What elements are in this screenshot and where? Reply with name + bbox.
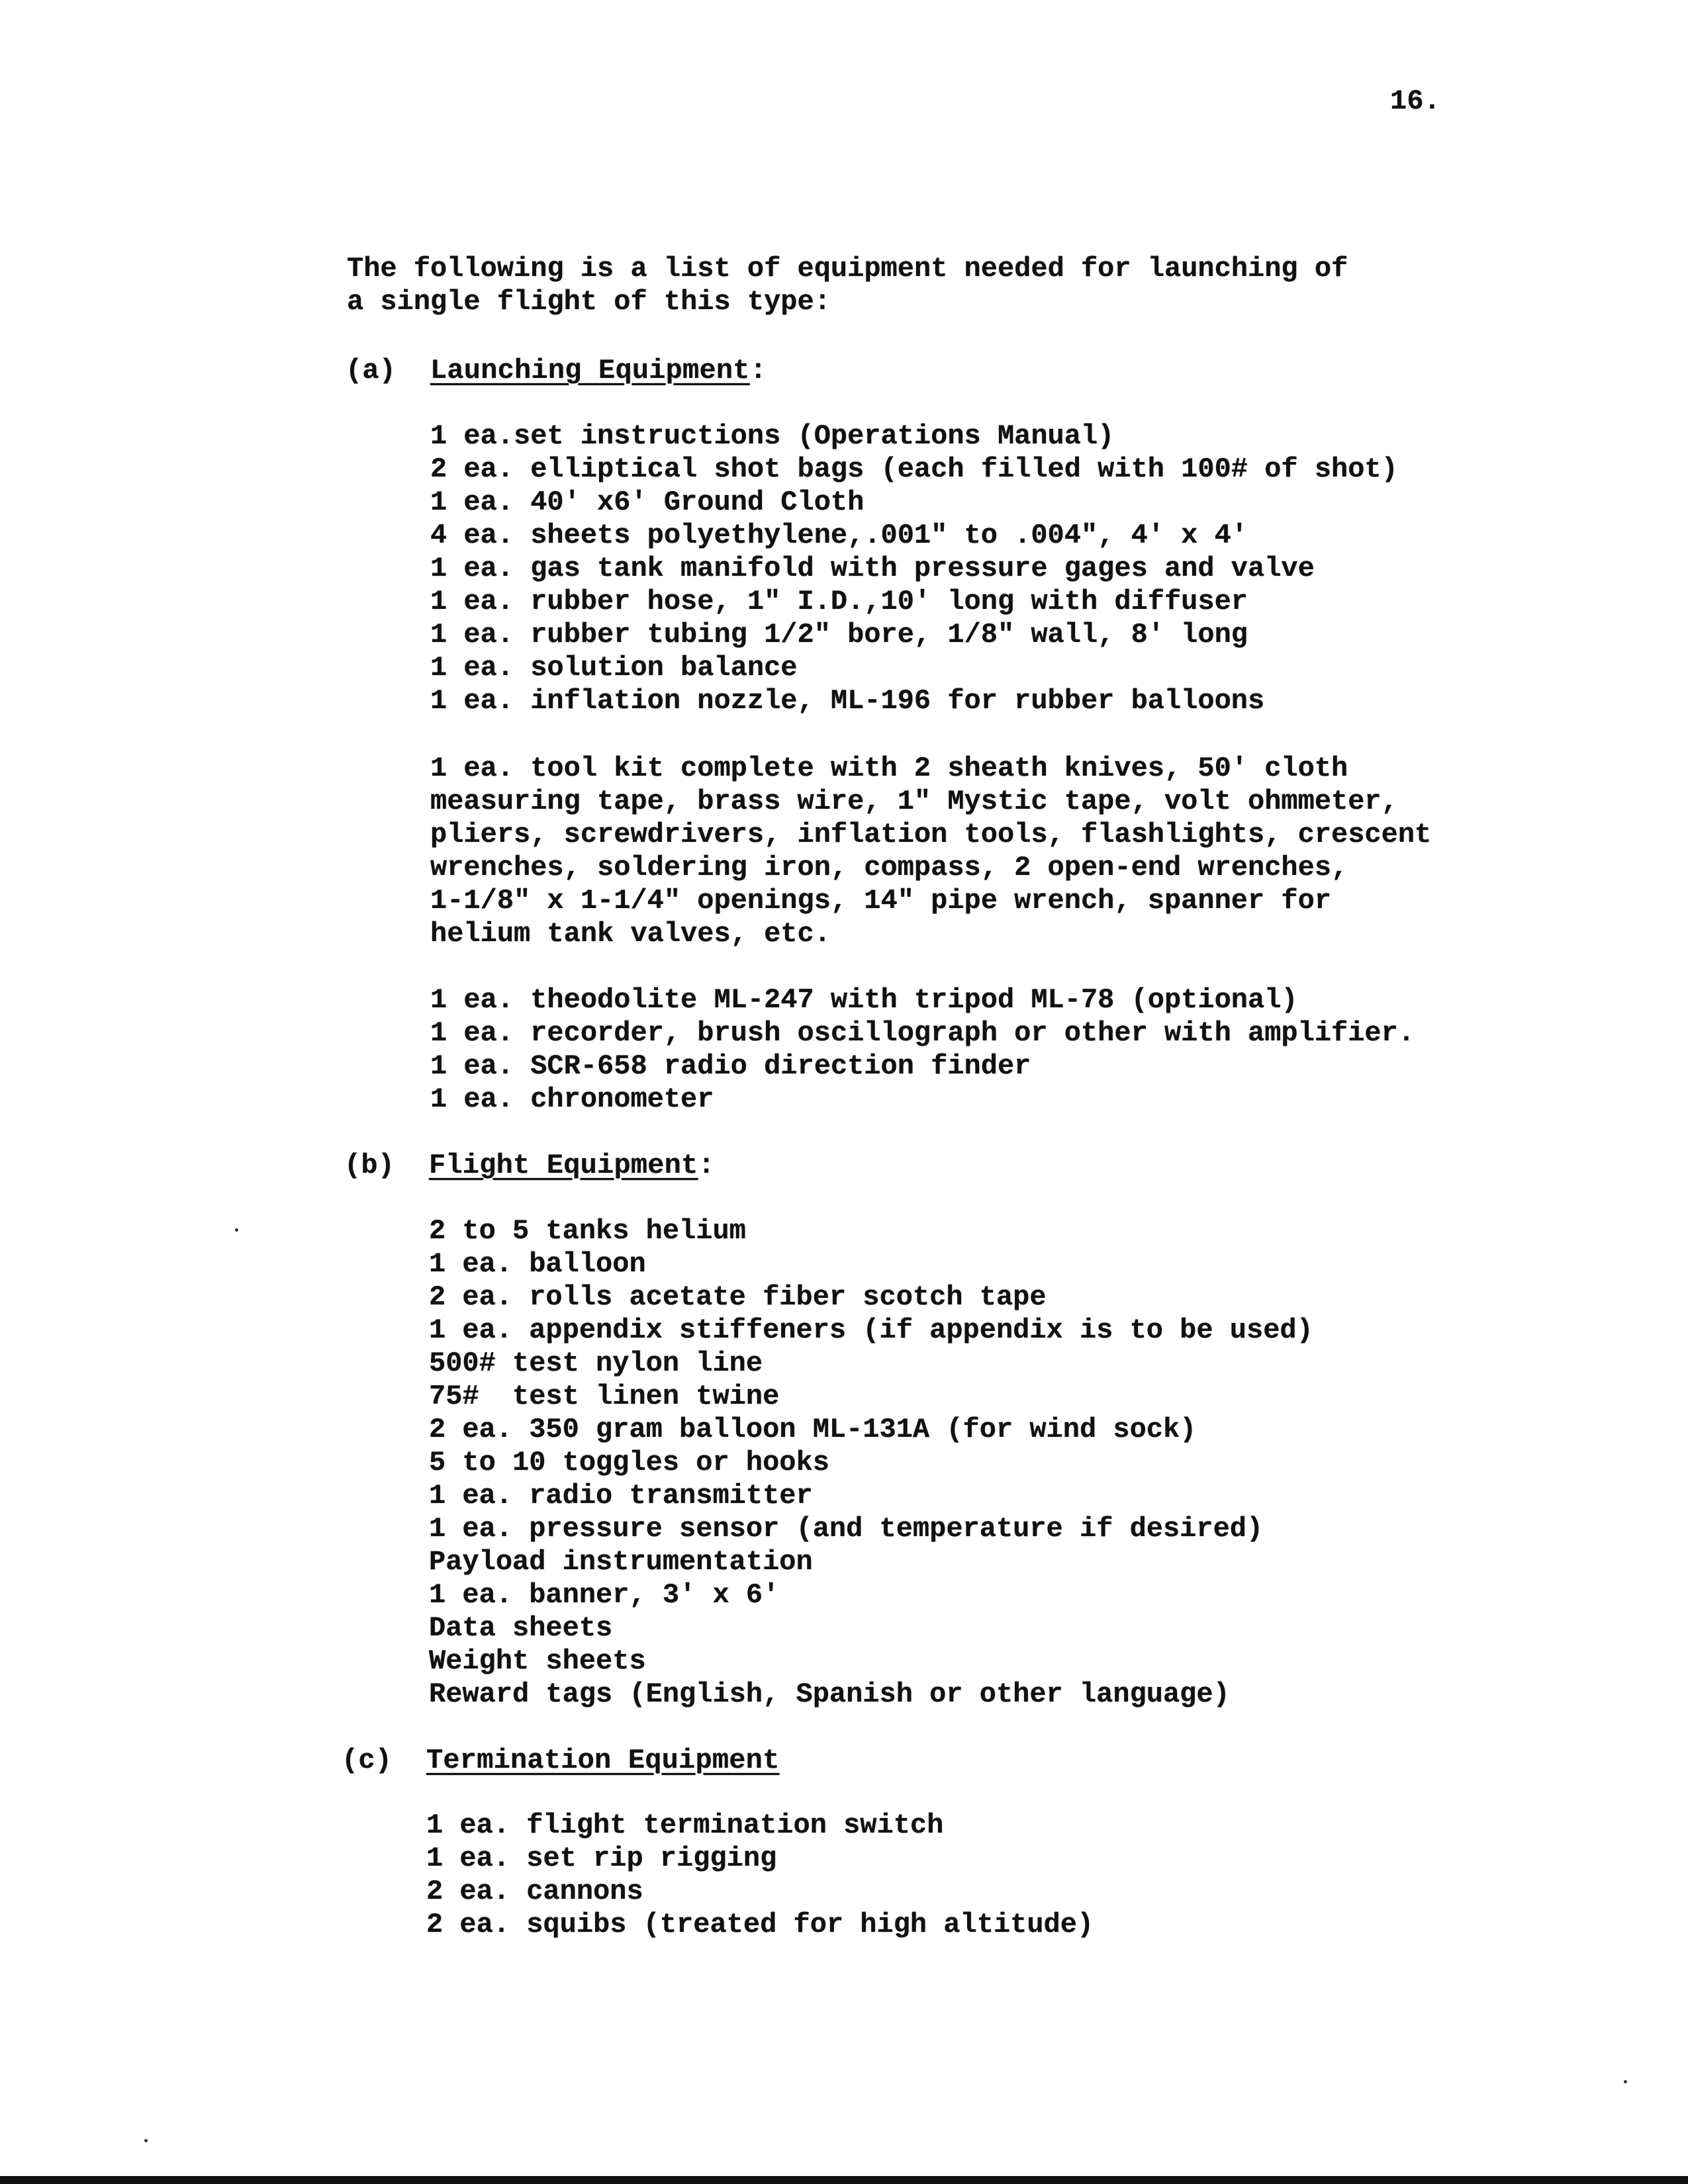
equipment-item: 1-1/8" x 1-1/4" openings, 14" pipe wrench, spanner for	[430, 885, 1332, 917]
equipment-item: 1 ea. set rip rigging	[426, 1843, 777, 1874]
section-c-title: Termination Equipment	[426, 1745, 780, 1776]
equipment-item: 2 ea. rolls acetate fiber scotch tape	[429, 1281, 1047, 1313]
section-b-label: (b)	[344, 1150, 395, 1181]
equipment-item: pliers, screwdrivers, inflation tools, flashlights, crescent	[430, 819, 1432, 850]
equipment-item: 1 ea. radio transmitter	[429, 1480, 813, 1512]
equipment-item: 1 ea. recorder, brush oscillograph or other with amplifier.	[430, 1017, 1415, 1049]
termination-equipment-list	[426, 1809, 1094, 1941]
section-b-heading	[429, 1149, 715, 1182]
section-a-title: Launching Equipment	[430, 355, 750, 387]
equipment-item: 1 ea. tool kit complete with 2 sheath knives, 50' cloth	[430, 752, 1348, 784]
intro-paragraph	[347, 252, 1348, 318]
equipment-item: 2 to 5 tanks helium	[429, 1215, 746, 1247]
equipment-item: Reward tags (English, Spanish or other language)	[429, 1678, 1230, 1710]
equipment-item: 2 ea. 350 gram balloon ML-131A (for wind sock)	[429, 1414, 1197, 1445]
equipment-item: 1 ea. solution balance	[430, 652, 798, 684]
equipment-item: 2 ea. cannons	[426, 1876, 643, 1907]
equipment-item: 1 ea.set instructions (Operations Manual)	[430, 420, 1115, 452]
equipment-item: 1 ea. banner, 3' x 6'	[429, 1579, 780, 1611]
equipment-item: 1 ea. theodolite ML-247 with tripod ML-78 (optional)	[430, 984, 1298, 1016]
section-b-title: Flight Equipment	[429, 1150, 698, 1181]
launching-list-1	[430, 420, 1398, 717]
section-c-heading	[426, 1744, 780, 1777]
equipment-item: Payload instrumentation	[429, 1546, 813, 1578]
equipment-item: 1 ea. appendix stiffeners (if appendix is to be used)	[429, 1314, 1313, 1346]
page-number: 16.	[1390, 85, 1441, 117]
equipment-item: 500# test nylon line	[429, 1347, 763, 1379]
equipment-item: 2 ea. squibs (treated for high altitude)	[426, 1909, 1094, 1940]
equipment-item: 4 ea. sheets polyethylene,.001" to .004", 4' x 4'	[430, 520, 1248, 551]
equipment-item: 1 ea. rubber hose, 1" I.D.,10' long with diffuser	[430, 586, 1248, 617]
equipment-item: 1 ea. pressure sensor (and temperature if desired)	[429, 1513, 1264, 1545]
equipment-item: 1 ea. flight termination switch	[426, 1809, 944, 1841]
equipment-item: 5 to 10 toggles or hooks	[429, 1447, 829, 1479]
equipment-item: 1 ea. balloon	[429, 1248, 646, 1280]
section-a-colon: :	[749, 355, 767, 387]
section-a-label: (a)	[346, 355, 397, 387]
section-b-colon: :	[698, 1150, 715, 1181]
equipment-item: 1 ea. SCR-658 radio direction finder	[430, 1050, 1031, 1082]
equipment-item: 1 ea. inflation nozzle, ML-196 for rubber balloons	[430, 685, 1265, 717]
scan-bottom-edge	[0, 2176, 1688, 2184]
equipment-item: 1 ea. rubber tubing 1/2" bore, 1/8" wall, 8' long	[430, 619, 1248, 651]
equipment-item: 1 ea. gas tank manifold with pressure gages and valve	[430, 553, 1315, 584]
scan-speck	[1624, 2080, 1627, 2083]
scan-speck	[235, 1228, 238, 1232]
equipment-item: 1 ea. chronometer	[430, 1083, 714, 1115]
flight-equipment-list	[429, 1214, 1313, 1711]
intro-line: The following is a list of equipment needed for launching of	[347, 253, 1348, 285]
section-c-label: (c)	[342, 1745, 393, 1776]
equipment-item: Data sheets	[429, 1612, 613, 1644]
equipment-item: Weight sheets	[429, 1645, 646, 1677]
equipment-item: 1 ea. 40' x6' Ground Cloth	[430, 486, 865, 518]
scan-speck	[144, 2139, 148, 2142]
equipment-item: helium tank valves, etc.	[430, 918, 831, 950]
intro-line: a single flight of this type:	[347, 286, 831, 318]
launching-list-tool-kit	[430, 752, 1431, 950]
section-a-heading	[430, 354, 767, 387]
equipment-item: wrenches, soldering iron, compass, 2 open-end wrenches,	[430, 852, 1348, 884]
equipment-item: measuring tape, brass wire, 1" Mystic tape, volt ohmmeter,	[430, 786, 1398, 817]
equipment-item: 75# test linen twine	[429, 1381, 780, 1412]
equipment-item: 2 ea. elliptical shot bags (each filled with 100# of shot)	[430, 453, 1398, 485]
launching-list-2	[430, 983, 1415, 1116]
